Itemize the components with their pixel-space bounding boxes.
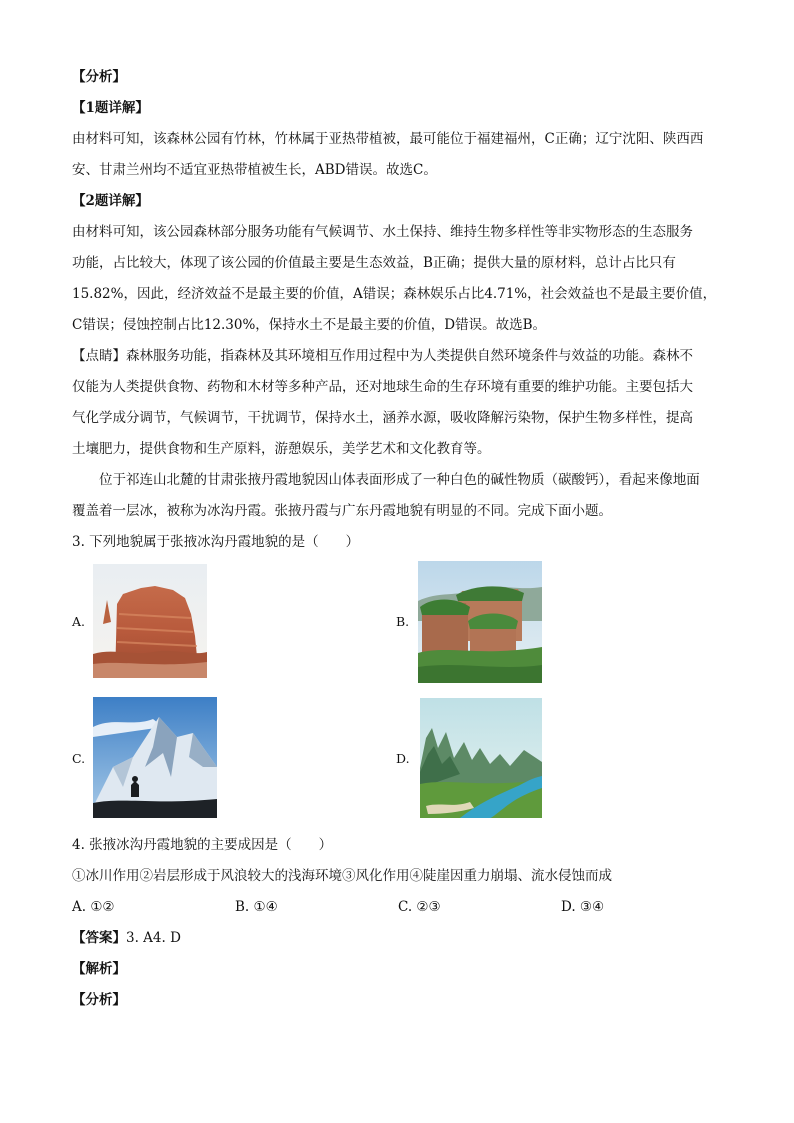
snow-mountain-image (93, 697, 217, 818)
analysis-heading: 【分析】 (72, 69, 126, 85)
answer-tag: 【答案】 (72, 930, 126, 946)
text-line: 仅能为人类提供食物、药物和木材等多种产品，还对地球生命的生存环境有重要的维护功能。主要包括大 (72, 379, 693, 395)
answer-value: 3. A4. D (126, 930, 181, 946)
karst-river-image (420, 698, 542, 818)
text-line: 气化学成分调节，气候调节，干扰调节，保持水土，涵养水源，吸收降解污染物，保护生物多样性，提高 (72, 410, 693, 426)
text-line: 15.82%，因此，经济效益不是最主要的价值，A错误；森林娱乐占比4.71%，社会效益也不是最主要价值， (72, 286, 717, 302)
text-line: 功能，占比较大，体现了该公园的价值最主要是生态效益，B正确；提供大量的原材料，总计占比只有 (72, 255, 676, 271)
q4-options (72, 892, 724, 923)
document-body (72, 62, 724, 558)
text-line: C错误；侵蚀控制占比12.30%，保持水土不是最主要的价值，D错误。故选B。 (72, 317, 547, 333)
text-line: 土壤肥力，提供食物和生产原料，游憩娱乐，美学艺术和文化教育等。 (72, 441, 491, 457)
option-label: A. (72, 614, 86, 629)
q4-option-d: D. ③④ (561, 899, 605, 915)
q1-detail-heading: 【1题详解】 (72, 100, 149, 116)
option-label: C. (72, 751, 86, 766)
q4-option-b: B. ①④ (235, 899, 278, 915)
analysis-heading-2: 【分析】 (72, 992, 126, 1008)
explanation-heading: 【解析】 (72, 961, 126, 977)
text-line: 由材料可知，该公园森林部分服务功能有气候调节、水土保持、维持生物多样性等非实物形态的生态服务 (72, 224, 693, 240)
answer-line (72, 923, 724, 954)
zhangye-danxia-image (93, 564, 207, 678)
question-4-block (72, 830, 724, 1016)
text-line: 安、甘肃兰州均不适宜亚热带植被生长，ABD错误。故选C。 (72, 162, 437, 178)
tip-line: 【点睛】森林服务功能，指森林及其环境相互作用过程中为人类提供自然环境条件与效益的功能。森林不 (72, 348, 693, 364)
q4-option-c: C. ②③ (398, 899, 441, 915)
question-3: 3. 下列地貌属于张掖冰沟丹霞地貌的是（ ） (72, 534, 360, 550)
q2-detail-heading: 【2题详解】 (72, 193, 149, 209)
q4-option-a: A. ①② (72, 899, 115, 915)
question-4: 4. 张掖冰沟丹霞地貌的主要成因是（ ） (72, 837, 333, 853)
material-line: 覆盖着一层冰，被称为冰沟丹霞。张掖丹霞与广东丹霞地貌有明显的不同。完成下面小题。 (72, 503, 612, 519)
option-label: B. (396, 614, 410, 629)
guangdong-danxia-image (418, 561, 542, 683)
text-line: 由材料可知，该森林公园有竹林，竹林属于亚热带植被，最可能位于福建福州，C正确；辽宁沈阳、陕西西 (72, 131, 704, 147)
material-line: 位于祁连山北麓的甘肃张掖丹霞地貌因山体表面形成了一种白色的碱性物质（碳酸钙），看起来像地面 (99, 472, 700, 488)
option-label: D. (396, 751, 410, 766)
q4-statements: ①冰川作用②岩层形成于风浪较大的浅海环境③风化作用④陡崖因重力崩塌、流水侵蚀而成 (72, 868, 612, 884)
